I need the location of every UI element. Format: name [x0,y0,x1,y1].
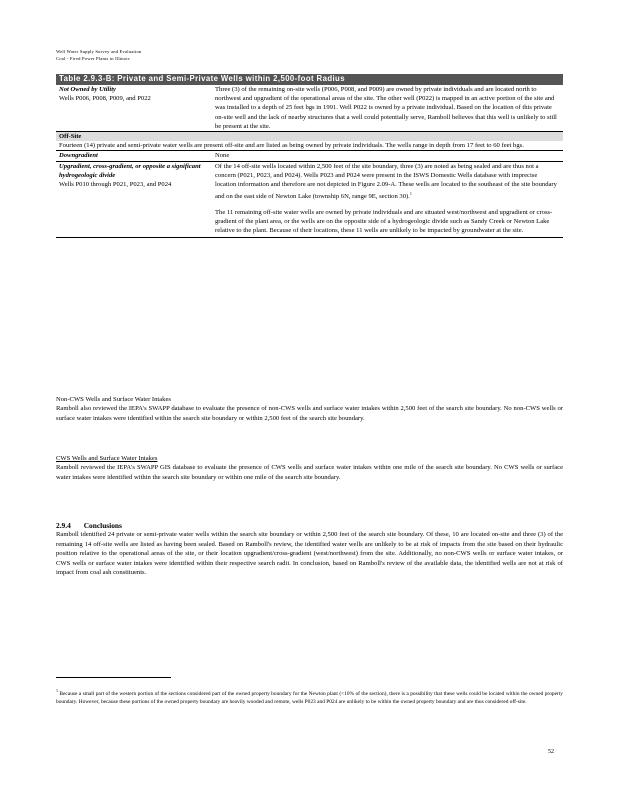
conclusions-heading [56,521,563,530]
table-title: Table 2.9.3-B: Private and Semi-Private Wells within 2,500-foot Radius [56,74,563,85]
upgradient-description-2: The 11 remaining off-site water wells are owned by private individuals and are situated west/northwest and upgradient or cross-gradient of the plant area, or the wells are on the opposite side of a hydrogeologic divide such as Sandy Creek or Newton Lake relative to the plant. Because of their locations, these 11 wells are unlikely to be impacted by groundwater at the site. [215,208,553,235]
conclusions-text: Ramboll identified 24 private or semi-private water wells within the search site boundary or within 2,500 feet of the search site boundary. Of these, 10 are located on-site and three (3) of the remaining 14 off-site wells are listed as having been sealed. Based on Ramboll's review, the identified water wells are unlikely to be at risk of impacts from the site based on their hydraulic position relative to the operational areas of the site, or their location upgradient/cross-gradient (west/northwest) from the site. Additionally, no non-CWS wells or surface water intakes, or CWS wells or surface water intakes were identified within their respective search radii. In conclusion, based on Ramboll's review of the available data, the identified wells are not at risk of impact from coal ash constituents. [56,531,563,577]
cws-text: Ramboll reviewed the IEPA's SWAPP GIS database to evaluate the presence of CWS wells and surface water intakes within one mile of the search site boundary. No CWS wells or surface water intakes were identified within the search site boundary or within one mile of the search site boundary. [56,464,563,481]
running-header [56,48,141,62]
conclusions-number: 2.9.4 [56,521,71,530]
cws-heading: CWS Wells and Surface Water Intakes [56,455,158,462]
noncws-heading: Non-CWS Wells and Surface Water Intakes [56,396,171,403]
conclusions-title: Conclusions [83,521,122,530]
conclusions-section [56,521,563,577]
upgradient-wells: Wells P010 through P021, P023, and P024 [59,181,172,189]
noncws-text: Ramboll also reviewed the IEPA's SWAPP database to evaluate the presence of non-CWS wells and surface water intakes within 2,500 feet of the search site boundary. No non-CWS wells or surface water intakes were identified within the search site boundary or within 2,500 feet of the search site boundary. [56,405,563,422]
downgradient-label: Downgradient [56,151,212,161]
offsite-label: Off-Site [56,132,563,142]
noncws-section [56,395,563,423]
footnote [56,687,563,706]
footnote-separator [56,677,171,678]
table-row-upgradient [56,161,563,238]
offsite-description: Fourteen (14) private and semi-private water wells are present off-site and are listed as being owned by private individuals. The wells range in depth from 17 feet to 60 feet bgs. [59,142,524,150]
upgradient-description-1: Of the 14 off-site wells located within 2,500 feet of the site boundary, three (3) are noted as being sealed and are thus not a concern (P021, P023, and P024). Wells P023 and P024 were present in the ISWS Domestic Wells database with imprecise location information and therefore are not depicted in Figure 2.09-A. These wells are located to the southeast of the site boundary and on the east side of Newton Lake (township 6N, range 9E, section 30). [215,162,557,201]
not-owned-wells: Wells P006, P008, P009, and P022 [59,95,151,103]
wells-table [56,74,563,238]
table-row-offsite-header [56,132,563,142]
footnote-reference: 1 [409,191,412,197]
table-row-downgradient [56,151,563,161]
table-title-row [56,74,563,85]
downgradient-value: None [212,151,563,161]
header-line-2: Coal - Fired Power Plants in Illinois [56,56,130,61]
footnote-text: Because a small part of the western portion of the sections considered part of the owned property boundary for the Newton plant (<10% of the section), there is a possibility that these wells could be located within the owned property boundary. However, because these portions of the owned property boundary are heavily wooded and remote, wells P023 and P024 are unlikely to be within the owned property boundary and are thus considered off-site. [56,690,563,705]
header-line-1: Well Water Supply Survey and Evaluation [56,49,142,54]
table-row-offsite [56,141,563,151]
not-owned-label: Not Owned by Utility [59,86,116,93]
footnote-mark: 1 [56,688,58,693]
upgradient-label: Upgradient, cross-gradient, or opposite a significant hydrogeologic divide [59,162,201,179]
table-row-not-owned [56,85,563,132]
cws-section [56,454,563,482]
page-number: 52 [548,749,554,755]
not-owned-description: Three (3) of the remaining on-site wells (P006, P008, and P009) are owned by private individuals and are located north to northwest and upgradient of the operational areas of the site. The other well (P022) is mapped in an active portion of the site and was installed to a depth of 25 feet bgs in 1991. Well P022 is owned by a private individual. Based on the location of this private on-site well and the lack of nearby structures that a well could potentially serve, Ramboll believes that this well is unlikely to still be present at the site. [215,86,557,130]
